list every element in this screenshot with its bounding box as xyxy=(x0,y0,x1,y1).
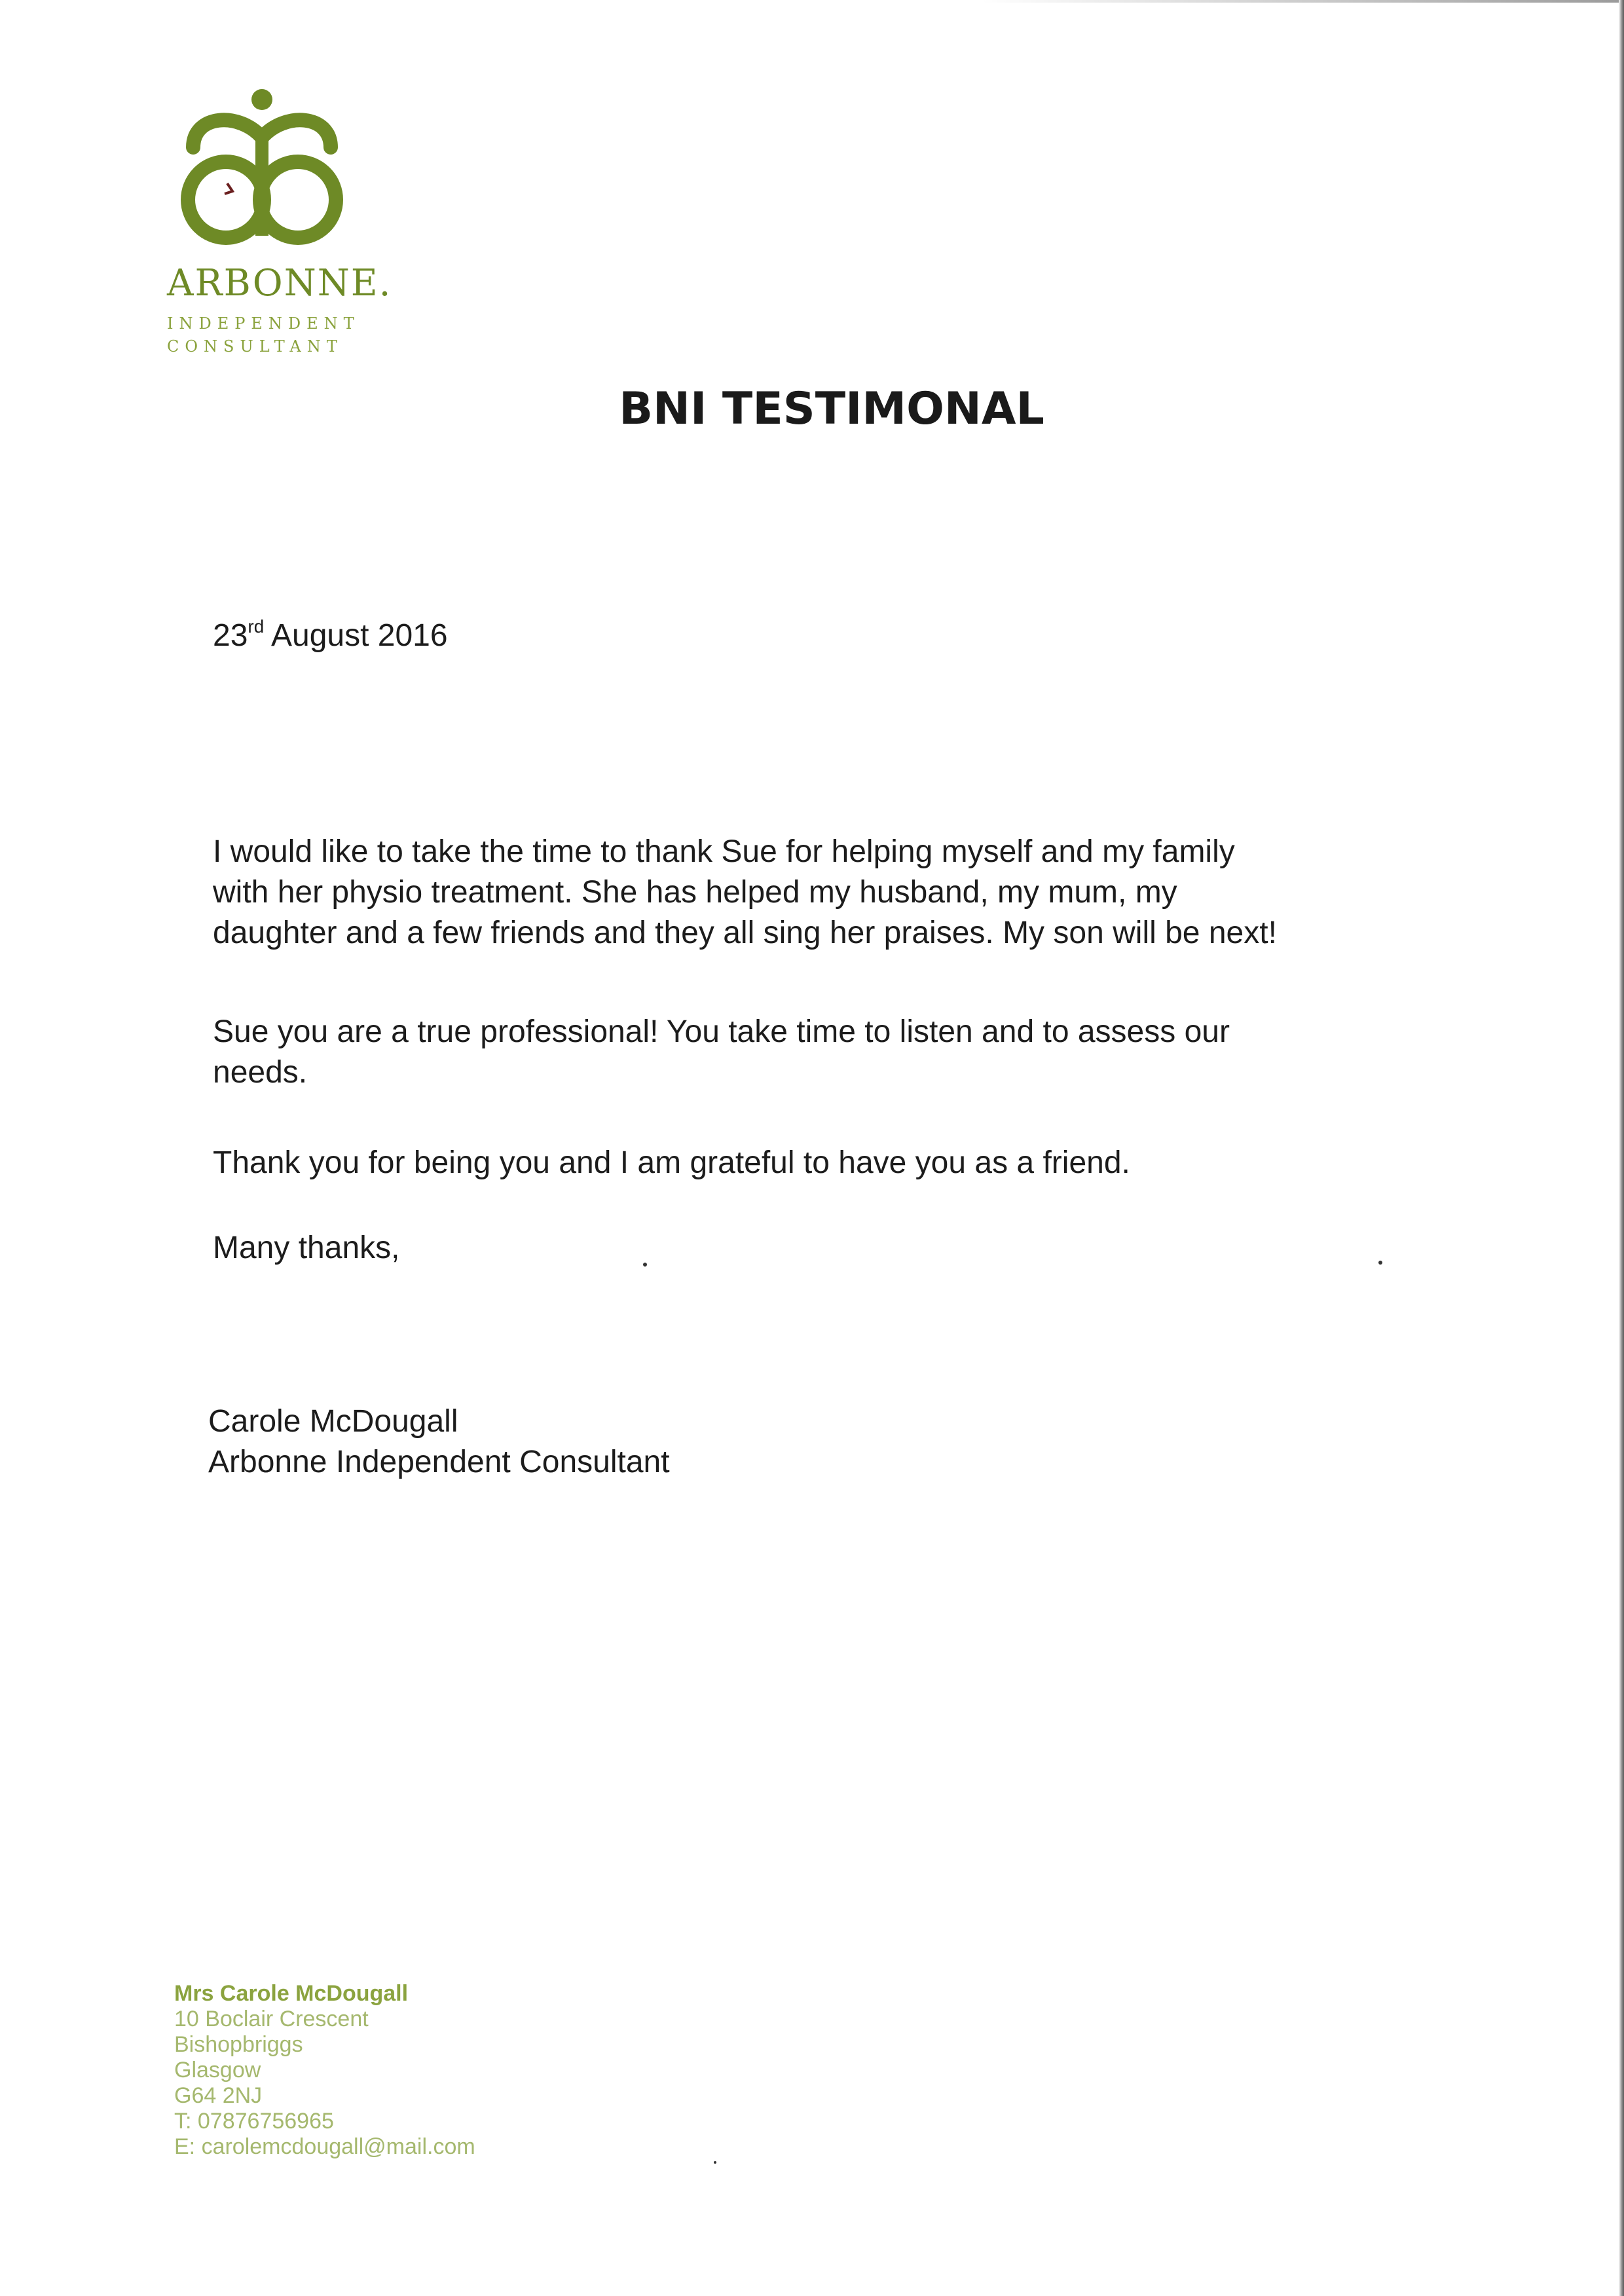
letter-date xyxy=(213,616,448,656)
signature-name: Carole McDougall xyxy=(208,1404,458,1439)
contact-footer xyxy=(174,1981,475,2160)
paragraph-1-line: with her physio treatment. She has helped my husband, my mum, my xyxy=(213,875,1177,910)
contact-postcode: G64 2NJ xyxy=(174,2083,263,2108)
contact-address-line1: 10 Boclair Crescent xyxy=(174,2007,369,2031)
paragraph-3: Thank you for being you and I am grateful to have you as a friend. xyxy=(213,1145,1130,1180)
letterhead-logo xyxy=(167,85,392,367)
contact-email: E: carolemcdougall@mail.com xyxy=(174,2134,475,2159)
arbonne-logo-icon xyxy=(167,85,357,255)
contact-address-line2: Bishopbriggs xyxy=(174,2032,303,2057)
signature-block xyxy=(208,1401,670,1483)
letterhead-subtitle-line2: CONSULTANT xyxy=(167,337,343,356)
closing-line: Many thanks, xyxy=(213,1231,400,1265)
paragraph-2 xyxy=(213,1012,1230,1093)
letterhead-subtitle-line1: INDEPENDENT xyxy=(167,314,360,333)
letterhead-brand: ARBONNE. xyxy=(167,262,392,305)
date-day: 23 xyxy=(213,618,248,653)
paragraph-1-line: I would like to take the time to thank Sue for helping myself and my family xyxy=(213,834,1235,869)
paragraph-1-line: daughter and a few friends and they all sing her praises. My son will be next! xyxy=(213,916,1277,950)
scan-speck xyxy=(714,2161,716,2164)
contact-phone: T: 07876756965 xyxy=(174,2109,334,2134)
scan-top-edge xyxy=(982,0,1624,3)
signature-role: Arbonne Independent Consultant xyxy=(208,1445,670,1479)
date-suffix: rd xyxy=(248,616,265,637)
paragraph-2-line: needs. xyxy=(213,1055,308,1090)
contact-city: Glasgow xyxy=(174,2058,261,2083)
paragraph-1 xyxy=(213,832,1277,954)
paragraph-2-line: Sue you are a true professional! You take time to listen and to assess our xyxy=(213,1014,1230,1049)
scan-speck xyxy=(643,1263,647,1267)
date-rest: August 2016 xyxy=(270,618,448,653)
scan-right-edge xyxy=(1619,0,1624,2296)
contact-name: Mrs Carole McDougall xyxy=(174,1981,409,2006)
scan-speck xyxy=(1378,1261,1382,1265)
page-title: BNI TESTIMONAL xyxy=(619,383,1044,435)
